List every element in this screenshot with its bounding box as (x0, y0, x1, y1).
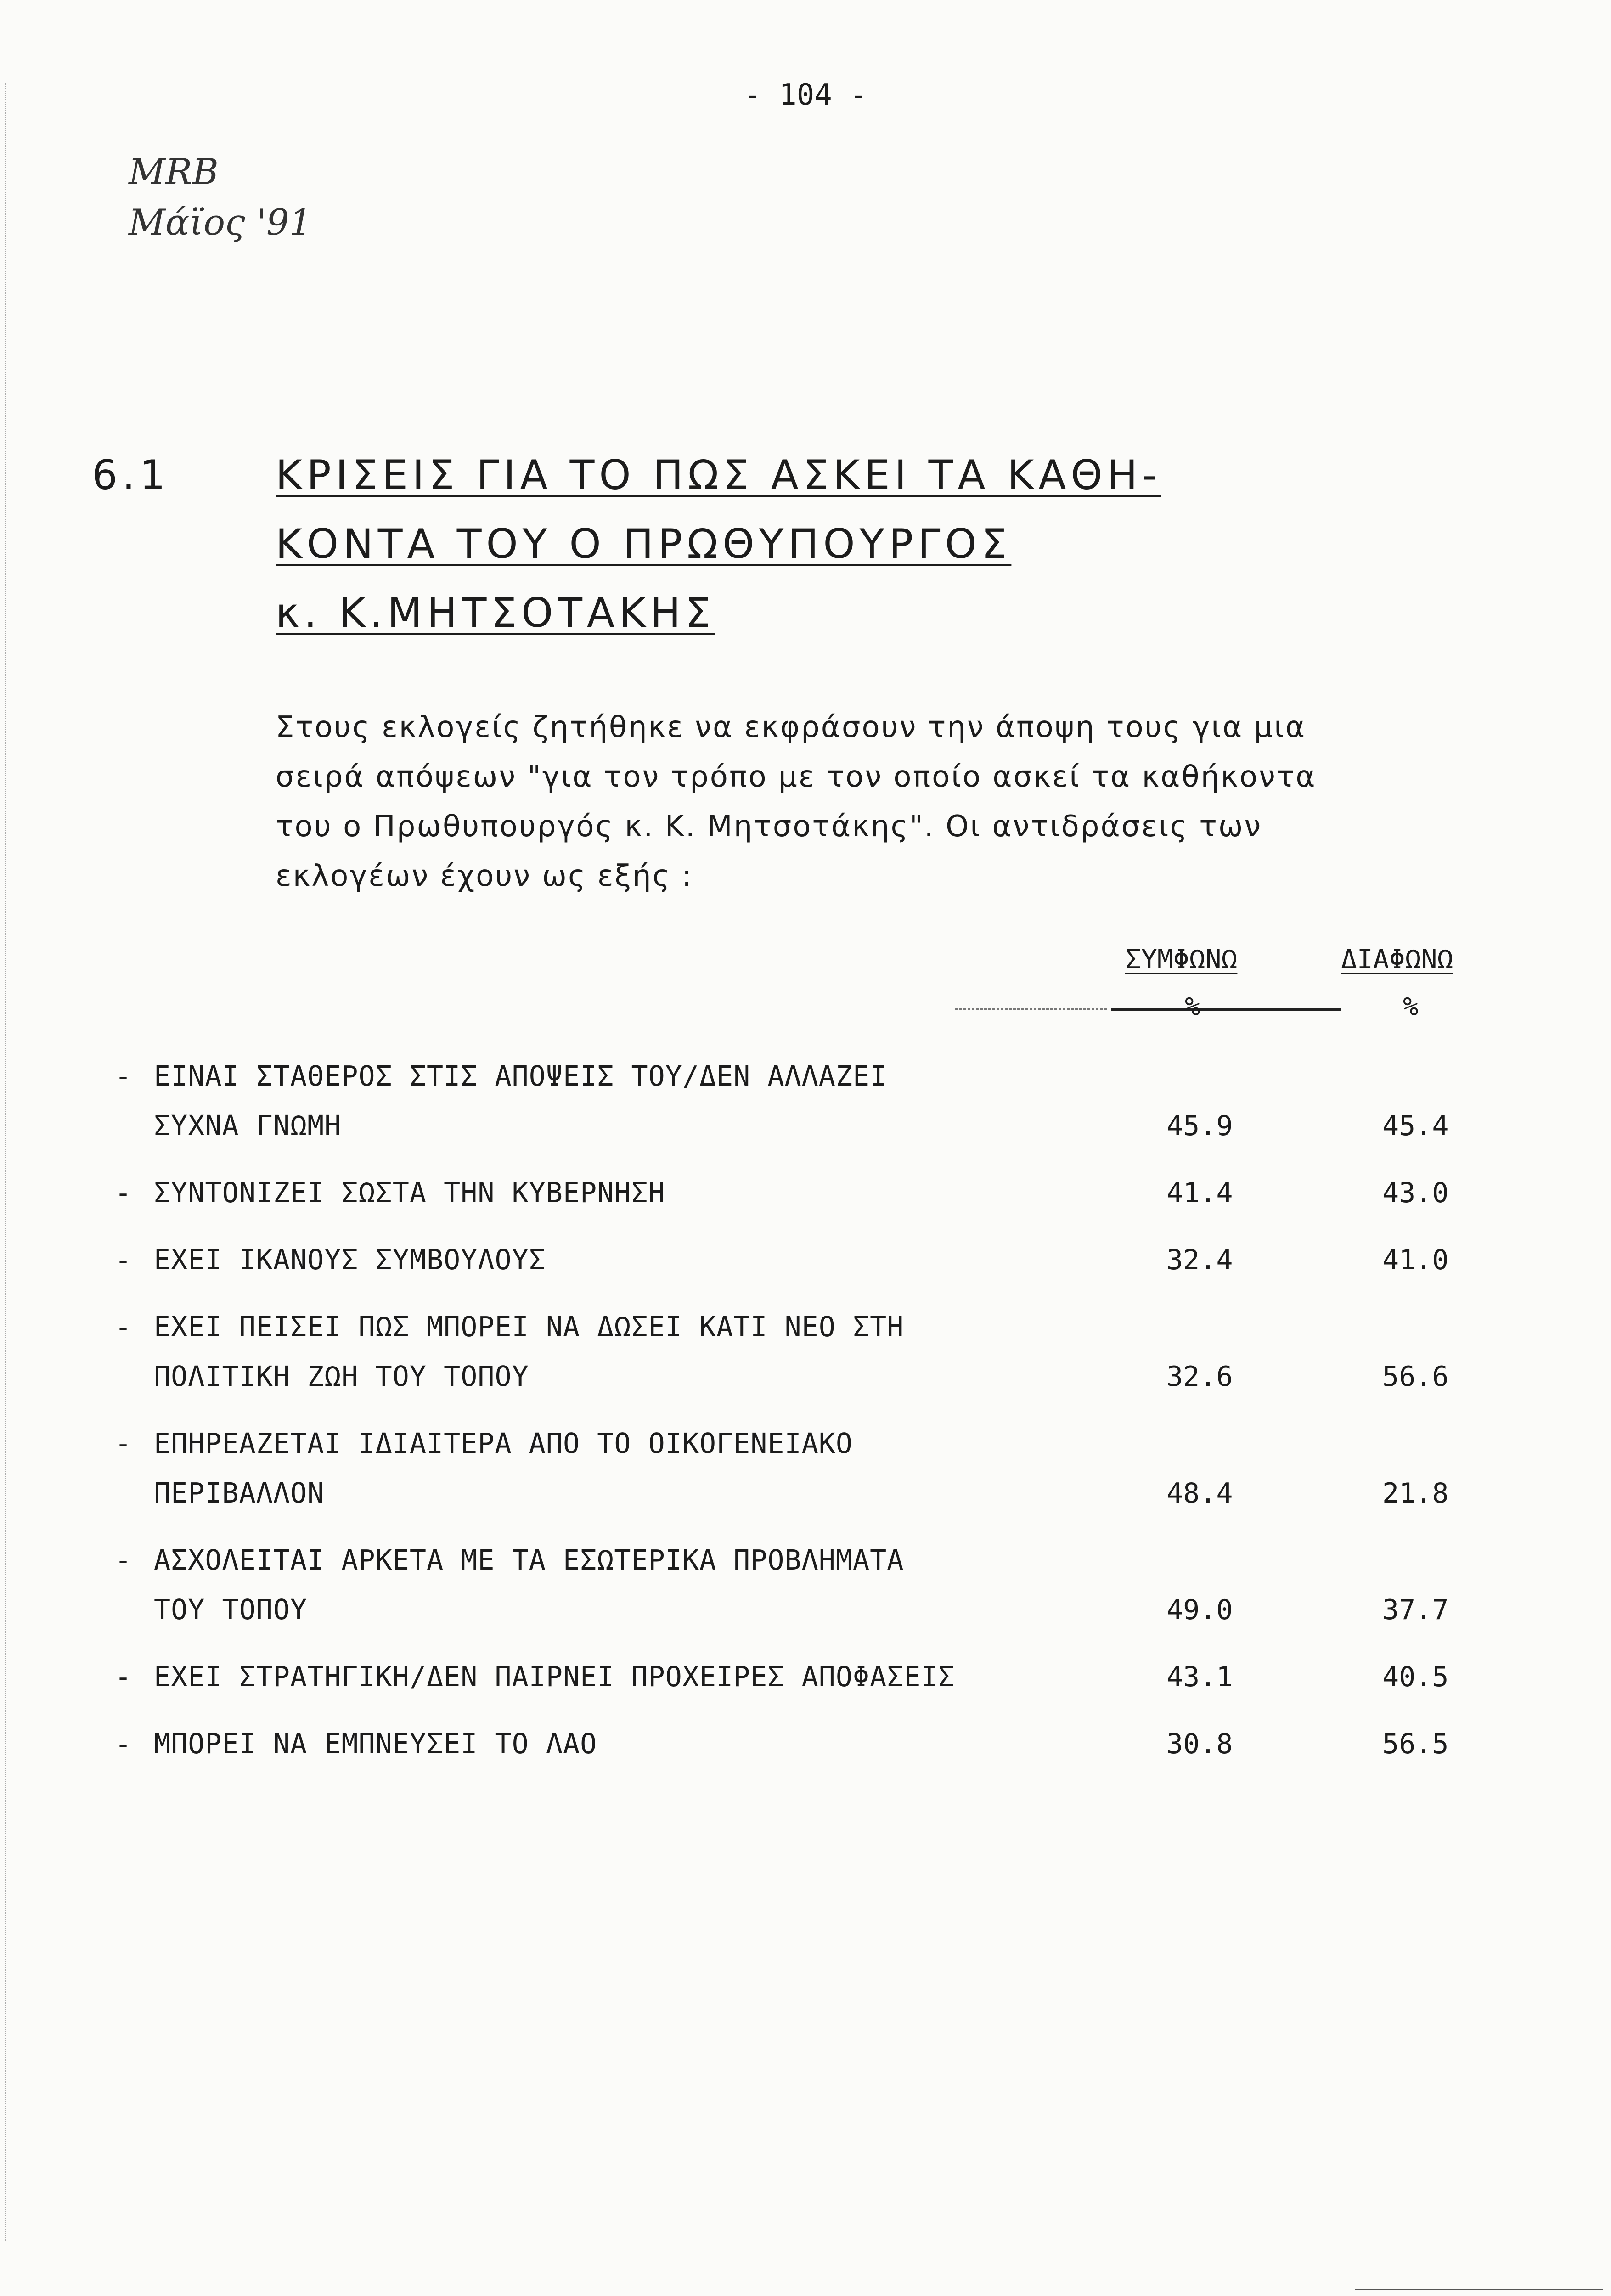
row-label-line: ΕΧΕΙ ΙΚΑΝΟΥΣ ΣΥΜΒΟΥΛΟΥΣ (154, 1244, 546, 1276)
disagree-value: 56.6 (1382, 1361, 1449, 1393)
agree-value: 32.4 (1166, 1244, 1233, 1276)
row-label (154, 1302, 1164, 1401)
row-label-line: ΠΟΛΙΤΙΚΗ ΖΩΗ ΤΟΥ ΤΟΠΟΥ (154, 1361, 529, 1393)
row-label-line: ΣΥΝΤΟΝΙΖΕΙ ΣΩΣΤΑ ΤΗΝ ΚΥΒΕΡΝΗΣΗ (154, 1177, 665, 1209)
row-bullet: - (115, 1177, 132, 1209)
intro-line: εκλογέων έχουν ως εξής : (276, 859, 693, 893)
row-label-line: ΜΠΟΡΕΙ ΝΑ ΕΜΠΝΕΥΣΕΙ ΤΟ ΛΑΟ (154, 1728, 597, 1760)
agree-value: 43.1 (1166, 1661, 1233, 1693)
intro-line: σειρά απόψεων "για τον τρόπο με τον οποίο ασκεί τα καθήκοντα (276, 760, 1317, 794)
agree-value: 32.6 (1166, 1361, 1233, 1393)
row-label-line: ΕΧΕΙ ΠΕΙΣΕΙ ΠΩΣ ΜΠΟΡΕΙ ΝΑ ΔΩΣΕΙ ΚΑΤΙ ΝΕΟ ΣΤΗ (154, 1311, 904, 1343)
disagree-value: 41.0 (1382, 1244, 1449, 1276)
table-row (115, 1719, 1538, 1769)
row-bullet: - (115, 1728, 132, 1760)
row-label (154, 1419, 1164, 1518)
table-row (115, 1052, 1538, 1151)
disagree-value: 21.8 (1382, 1477, 1449, 1509)
row-label-line: ΣΥΧΝΑ ΓΝΩΜΗ (154, 1110, 342, 1142)
section-title-line: ΚΟΝΤΑ ΤΟΥ Ο ΠΡΩΘΥΠΟΥΡΓΟΣ (276, 520, 1012, 568)
row-bullet: - (115, 1428, 132, 1460)
agree-value: 41.4 (1166, 1177, 1233, 1209)
section-title-line: ΚΡΙΣΕΙΣ ΓΙΑ ΤΟ ΠΩΣ ΑΣΚΕΙ ΤΑ ΚΑΘΗ- (276, 451, 1161, 499)
row-label (154, 1168, 1164, 1218)
row-label-line: ΠΕΡΙΒΑΛΛΟΝ (154, 1477, 325, 1509)
row-bullet: - (115, 1060, 132, 1092)
row-bullet: - (115, 1661, 132, 1693)
row-label (154, 1719, 1164, 1769)
handwritten-note-line: Μάϊος '91 (129, 202, 312, 243)
agree-value: 45.9 (1166, 1110, 1233, 1142)
row-label (154, 1536, 1164, 1635)
column-header-agree: ΣΥΜΦΩΝΩ (1125, 944, 1238, 975)
page-number: - 104 - (744, 78, 867, 112)
agree-value: 30.8 (1166, 1728, 1233, 1760)
row-bullet: - (115, 1544, 132, 1576)
row-label (154, 1235, 1164, 1285)
table-row (115, 1168, 1538, 1218)
table-row (115, 1652, 1538, 1702)
row-label-line: ΕΧΕΙ ΣΤΡΑΤΗΓΙΚΗ/ΔΕΝ ΠΑΙΡΝΕΙ ΠΡΟΧΕΙΡΕΣ ΑΠΟΦΑΣΕΙΣ (154, 1661, 955, 1693)
row-label-line: ΑΣΧΟΛΕΙΤΑΙ ΑΡΚΕΤΑ ΜΕ ΤΑ ΕΣΩΤΕΡΙΚΑ ΠΡΟΒΛΗΜΑΤΑ (154, 1544, 904, 1576)
row-label (154, 1052, 1164, 1151)
table-row (115, 1536, 1538, 1635)
disagree-value: 40.5 (1382, 1661, 1449, 1693)
row-label (154, 1652, 1164, 1702)
section-title-line: κ. Κ.ΜΗΤΣΟΤΑΚΗΣ (276, 589, 715, 636)
row-bullet: - (115, 1311, 132, 1343)
agree-value: 49.0 (1166, 1594, 1233, 1626)
disagree-value: 45.4 (1382, 1110, 1449, 1142)
row-label-line: ΕΠΗΡΕΑΖΕΤΑΙ ΙΔΙΑΙΤΕΡΑ ΑΠΟ ΤΟ ΟΙΚΟΓΕΝΕΙΑΚΟ (154, 1428, 853, 1460)
table-row (115, 1235, 1538, 1285)
disagree-value: 37.7 (1382, 1594, 1449, 1626)
agree-value: 48.4 (1166, 1477, 1233, 1509)
footer-line (1355, 2289, 1603, 2290)
section-number: 6.1 (92, 451, 170, 499)
intro-line: Στους εκλογείς ζητήθηκε να εκφράσουν την άποψη τους για μια (276, 710, 1307, 744)
column-header-disagree: ΔΙΑΦΩΝΩ (1341, 944, 1453, 975)
row-label-line: ΕΙΝΑΙ ΣΤΑΘΕΡΟΣ ΣΤΙΣ ΑΠΟΨΕΙΣ ΤΟΥ/ΔΕΝ ΑΛΛΑΖΕΙ (154, 1060, 887, 1092)
table-row (115, 1419, 1538, 1518)
handwritten-note-line: MRB (129, 152, 219, 193)
table-row (115, 1302, 1538, 1401)
handwritten-note (129, 147, 312, 248)
disagree-value: 43.0 (1382, 1177, 1449, 1209)
left-margin-marks (5, 83, 24, 2241)
intro-paragraph (276, 703, 1493, 901)
unit-agree: % (1185, 992, 1200, 1022)
unit-disagree: % (1403, 992, 1419, 1022)
opinion-table (115, 1052, 1538, 1786)
table-rule (1111, 1008, 1341, 1011)
intro-line: του ο Πρωθυπουργός κ. Κ. Μητσοτάκης". Οι αντιδράσεις των (276, 810, 1262, 844)
table-rule-dashed (955, 1008, 1107, 1010)
row-bullet: - (115, 1244, 132, 1276)
disagree-value: 56.5 (1382, 1728, 1449, 1760)
row-label-line: ΤΟΥ ΤΟΠΟΥ (154, 1594, 308, 1626)
